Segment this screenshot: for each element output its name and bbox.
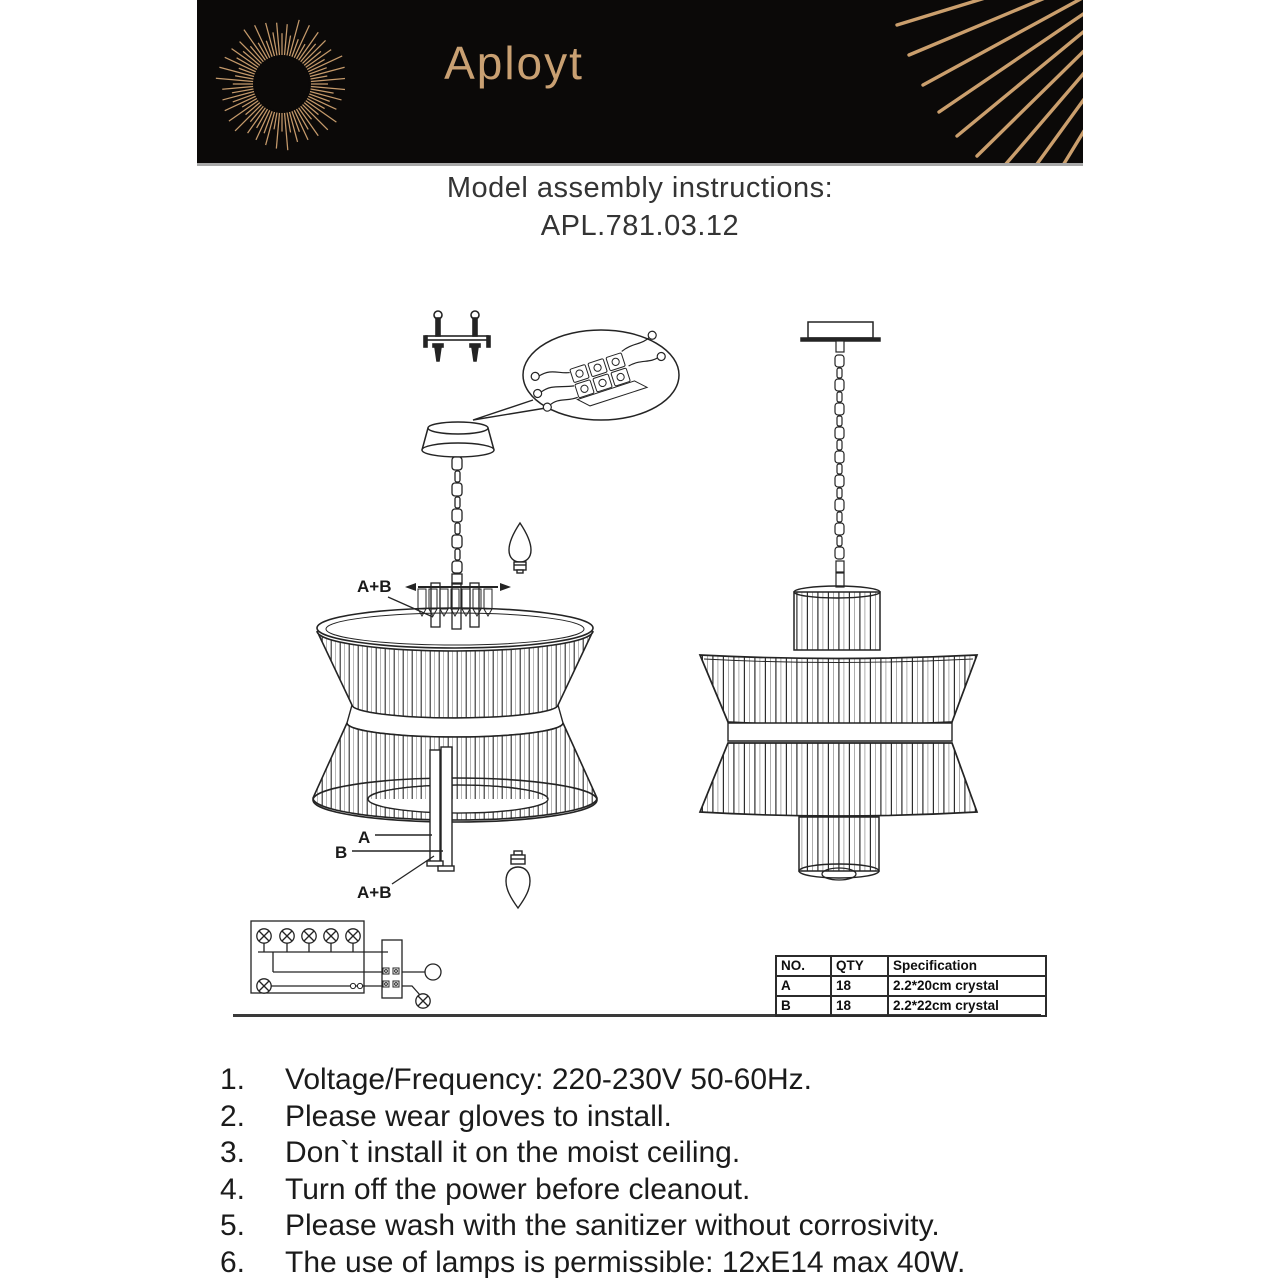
mounting-bracket [424, 311, 490, 361]
cell-qty: 18 [831, 976, 888, 996]
item-text: The use of lamps is permissible: 12xE14 max 40W. [285, 1245, 966, 1279]
list-item [208, 1208, 965, 1245]
cell-spec: 2.2*22cm crystal [888, 996, 1046, 1016]
cell-no: A [776, 976, 831, 996]
central-rod [427, 747, 454, 871]
item-text: Please wash with the sanitizer without corrosivity. [285, 1209, 940, 1243]
candle-bulb-icon [506, 851, 530, 908]
item-text: Don`t install it on the moist ceiling. [285, 1136, 741, 1170]
terminal-callout-bubble [473, 330, 679, 422]
label-ab-top: A+B [357, 577, 392, 596]
top-crystal-column [794, 586, 880, 650]
item-number: 6. [219, 1245, 245, 1279]
screw-icon [434, 311, 479, 336]
item-number: 3. [219, 1136, 245, 1170]
cell-no: B [776, 996, 831, 1016]
cell-spec: 2.2*20cm crystal [888, 976, 1046, 996]
item-number: 5. [219, 1209, 245, 1243]
list-item [208, 1245, 965, 1280]
model-code: APL.781.03.12 [540, 210, 740, 242]
ceiling-plate [801, 322, 880, 341]
cell-qty: 18 [831, 996, 888, 1016]
top-crystal-hub [405, 583, 511, 629]
list-item [208, 1135, 965, 1172]
table-row [776, 996, 1046, 1016]
upper-shade [700, 655, 977, 725]
label-a: A [358, 828, 371, 847]
label-b: B [335, 843, 348, 862]
brand-banner [197, 0, 1083, 166]
anchor-icon [433, 344, 480, 361]
list-item [208, 1062, 965, 1099]
upper-shade [317, 608, 593, 718]
table-header-row [776, 956, 1046, 976]
doc-title: Model assembly instructions: [446, 172, 834, 204]
candle-bulb-icon [509, 523, 531, 573]
instruction-list [208, 1062, 965, 1280]
label-ab-bottom: A+B [357, 883, 392, 902]
gold-rays-decoration [197, 0, 1083, 163]
hanging-chain [835, 341, 844, 587]
item-number: 2. [219, 1099, 245, 1133]
hanging-chain [452, 457, 462, 584]
terminal-block-icon [526, 330, 672, 422]
parts-table [775, 955, 1047, 1017]
brand-wordmark: Aployt [444, 37, 584, 89]
col-spec: Specification [888, 956, 1046, 976]
waist-band [728, 723, 952, 741]
list-item [208, 1172, 965, 1209]
col-qty: QTY [831, 956, 888, 976]
col-no: NO. [776, 956, 831, 976]
item-text: Voltage/Frequency: 220-230V 50-60Hz. [285, 1063, 813, 1096]
list-item [208, 1099, 965, 1136]
table-row [776, 976, 1046, 996]
ceiling-canopy [422, 422, 494, 457]
lower-shade [700, 743, 977, 816]
assembled-view-drawing [680, 315, 1050, 890]
item-number: 1. [219, 1063, 245, 1096]
bottom-crystal-column [799, 817, 879, 880]
lower-shade [313, 723, 597, 822]
exploded-view-drawing [240, 295, 700, 920]
item-text: Turn off the power before cleanout. [285, 1172, 751, 1206]
item-number: 4. [219, 1172, 245, 1206]
wiring-diagram [245, 915, 475, 1030]
item-text: Please wear gloves to install. [285, 1099, 672, 1133]
